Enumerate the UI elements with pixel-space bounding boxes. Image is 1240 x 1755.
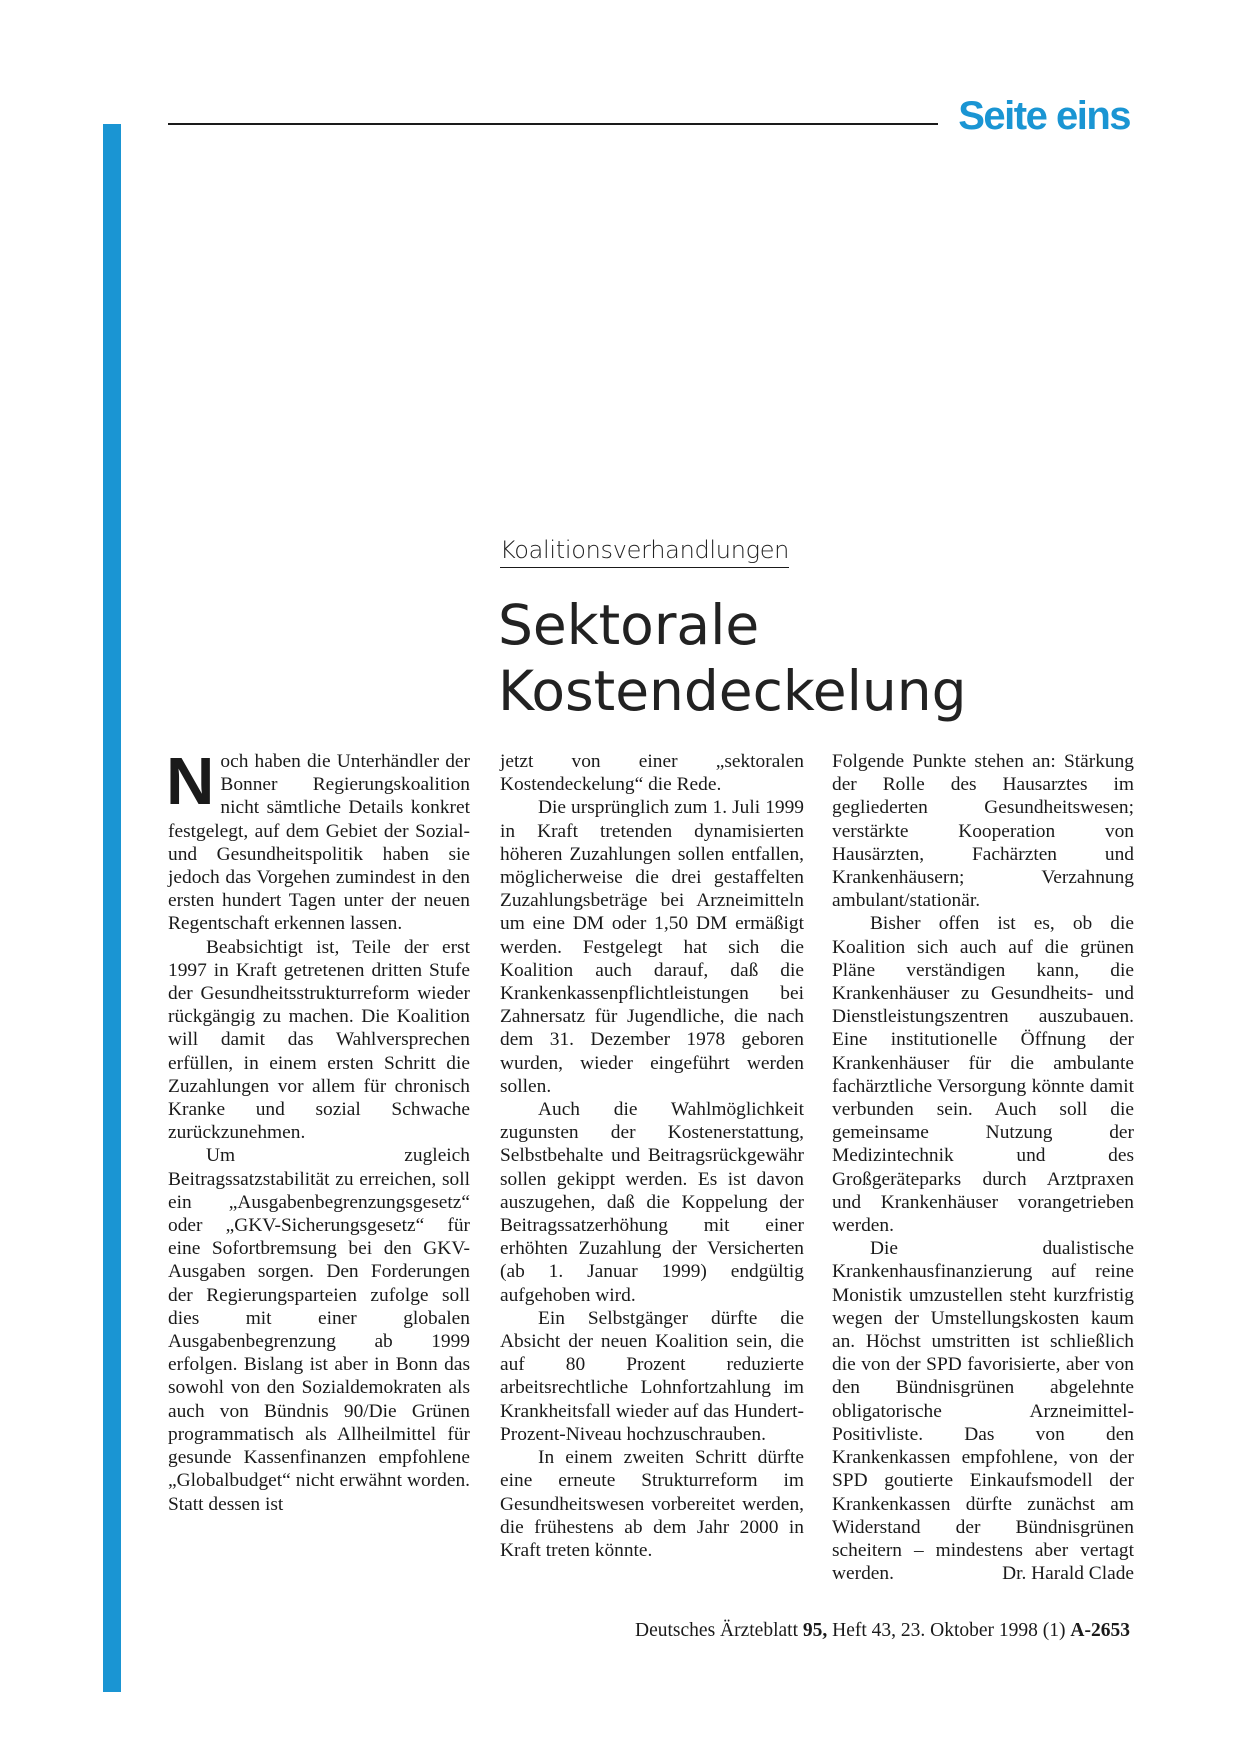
author-byline: Dr. Harald Clade (1002, 1563, 1134, 1585)
paragraph: Noch haben die Unterhändler der Bonner Regierungskoalition nicht sämtliche Details konkret festgelegt, auf dem Gebiet der Sozial- und Gesundheitspolitik haben sie jedoch das Vorgehen zumindest in den ersten hundert Tagen unter der neuen Regentschaft erkennen lassen. (166, 744, 470, 935)
header-rule (168, 123, 938, 125)
text-column-1 (166, 744, 470, 1516)
paragraph: jetzt von einer „sektoralen Kostendeckelung“ die Rede. (500, 751, 804, 796)
paragraph: Um zugleich Beitragssatzstabilität zu erreichen, soll ein „Ausgabenbegrenzungsgesetz“ oder „GKV-Sicherungsgesetz“ für eine Sofortbremsung bei den GKV-Ausgaben sorgen. Den Forderungen der Regierungsparteien zufolge soll dies mit einer globalen Ausgabenbegrenzung ab 1999 erfolgen. Bislang ist aber in Bonn das sowohl von den Sozialdemokraten als auch von Bündnis 90/Die Grünen programmatisch als Allheilmittel für gesunde Kassenfinanzen empfohlene „Globalbudget“ nicht erwähnt worden. Statt dessen ist (168, 1145, 470, 1515)
text-column-2 (500, 750, 804, 1562)
article-headline (498, 592, 967, 724)
paragraph: Ein Selbstgänger dürfte die Absicht der neuen Koalition sein, die auf 80 Prozent reduzierte arbeitsrechtliche Lohnfortzahlung im Krankheitsfall wieder auf das Hundert-Prozent-Niveau hochzuschrauben. (500, 1307, 804, 1445)
journal-name: Deutsches Ärzteblatt (635, 1620, 798, 1641)
section-label: Seite eins (958, 94, 1130, 138)
paragraph: Bisher offen ist es, ob die Koalition sich auch auf die grünen Pläne verständigen kann, die Krankenhäuser zu Gesundheits- und Dienstleistungszentren auszubauen. Eine institutionelle Öffnung der Krankenhäuser für die ambulante fachärztliche Versorgung könnte damit verbunden sein. Auch soll die gemeinsame Nutzung der Medizintechnik und des Großgeräteparks durch Arztpraxen und Krankenhäuser vorangetrieben werden. (832, 913, 1134, 1237)
text-column-3 (832, 750, 1134, 1585)
article-kicker: Koalitionsverhandlungen (500, 536, 789, 568)
paragraph: Auch die Wahlmöglichkeit zugunsten der Kostenerstattung, Selbstbehalte und Beitragsrückgewähr sollen gekippt werden. Es ist davon auszugehen, daß die Koppelung der Beitragssatzerhöhung mit einer erhöhten Zuzahlung der Versicherten (ab 1. Januar 1999) endgültig aufgehoben wird. (500, 1099, 804, 1306)
paragraph: Folgende Punkte stehen an: Stärkung der Rolle des Hausarztes im gegliederten Gesundheitswesen; verstärkte Kooperation von Hausärzten, Fachärzten und Krankenhäusern; Verzahnung ambulant/stationär. (832, 751, 1134, 912)
headline-line-1: Sektorale (498, 593, 760, 657)
paragraph: Die dualistische Krankenhausfinanzierung auf reine Monistik umzustellen steht kurzfristig wegen der Umstellungskosten kaum an. Höchst umstritten ist schließlich die von der SPD favorisierte, aber von den Bündnisgrünen abgelehnte obligatorische Arzneimittel-Positivliste. Das von den Krankenkassen empfohlene, von der SPD goutierte Einkaufsmodell der Krankenkassen dürfte zunächst am Widerstand der Bündnisgrünen scheitern – mindestens aber vertagt werden. Dr. Harald Clade (832, 1238, 1134, 1585)
page-footer (635, 1620, 1130, 1642)
page-number: A-2653 (1070, 1620, 1130, 1641)
drop-cap: N (166, 744, 215, 819)
side-accent-bar (103, 124, 121, 1692)
paragraph: In einem zweiten Schritt dürfte eine erneute Strukturreform im Gesundheitswesen vorbereitet werden, die frühestens ab dem Jahr 2000 in Kraft treten könnte. (500, 1447, 804, 1561)
issue-info: Heft 43, 23. Oktober 1998 (1) (832, 1620, 1066, 1641)
journal-volume: 95, (802, 1620, 828, 1641)
headline-line-2: Kostendeckelung (498, 659, 967, 723)
paragraph: Die ursprünglich zum 1. Juli 1999 in Kraft tretenden dynamisierten höheren Zuzahlungen sollen entfallen, möglicherweise die drei gestaffelten Zuzahlungsbeträge bei Arzneimitteln um eine DM oder 1,50 DM ermäßigt werden. Festgelegt hat sich die Koalition auch darauf, daß die Krankenkassenpflichtleistungen bei Zahnersatz für Jugendliche, die nach dem 31. Dezember 1978 geboren wurden, wieder eingeführt werden sollen. (500, 797, 804, 1097)
paragraph: Beabsichtigt ist, Teile der erst 1997 in Kraft getretenen dritten Stufe der Gesundheitsstrukturreform wieder rückgängig zu machen. Die Koalition will damit das Wahlversprechen erfüllen, in einem ersten Schritt die Zuzahlungen vor allem für chronisch Kranke und sozial Schwache zurückzunehmen. (168, 936, 470, 1144)
